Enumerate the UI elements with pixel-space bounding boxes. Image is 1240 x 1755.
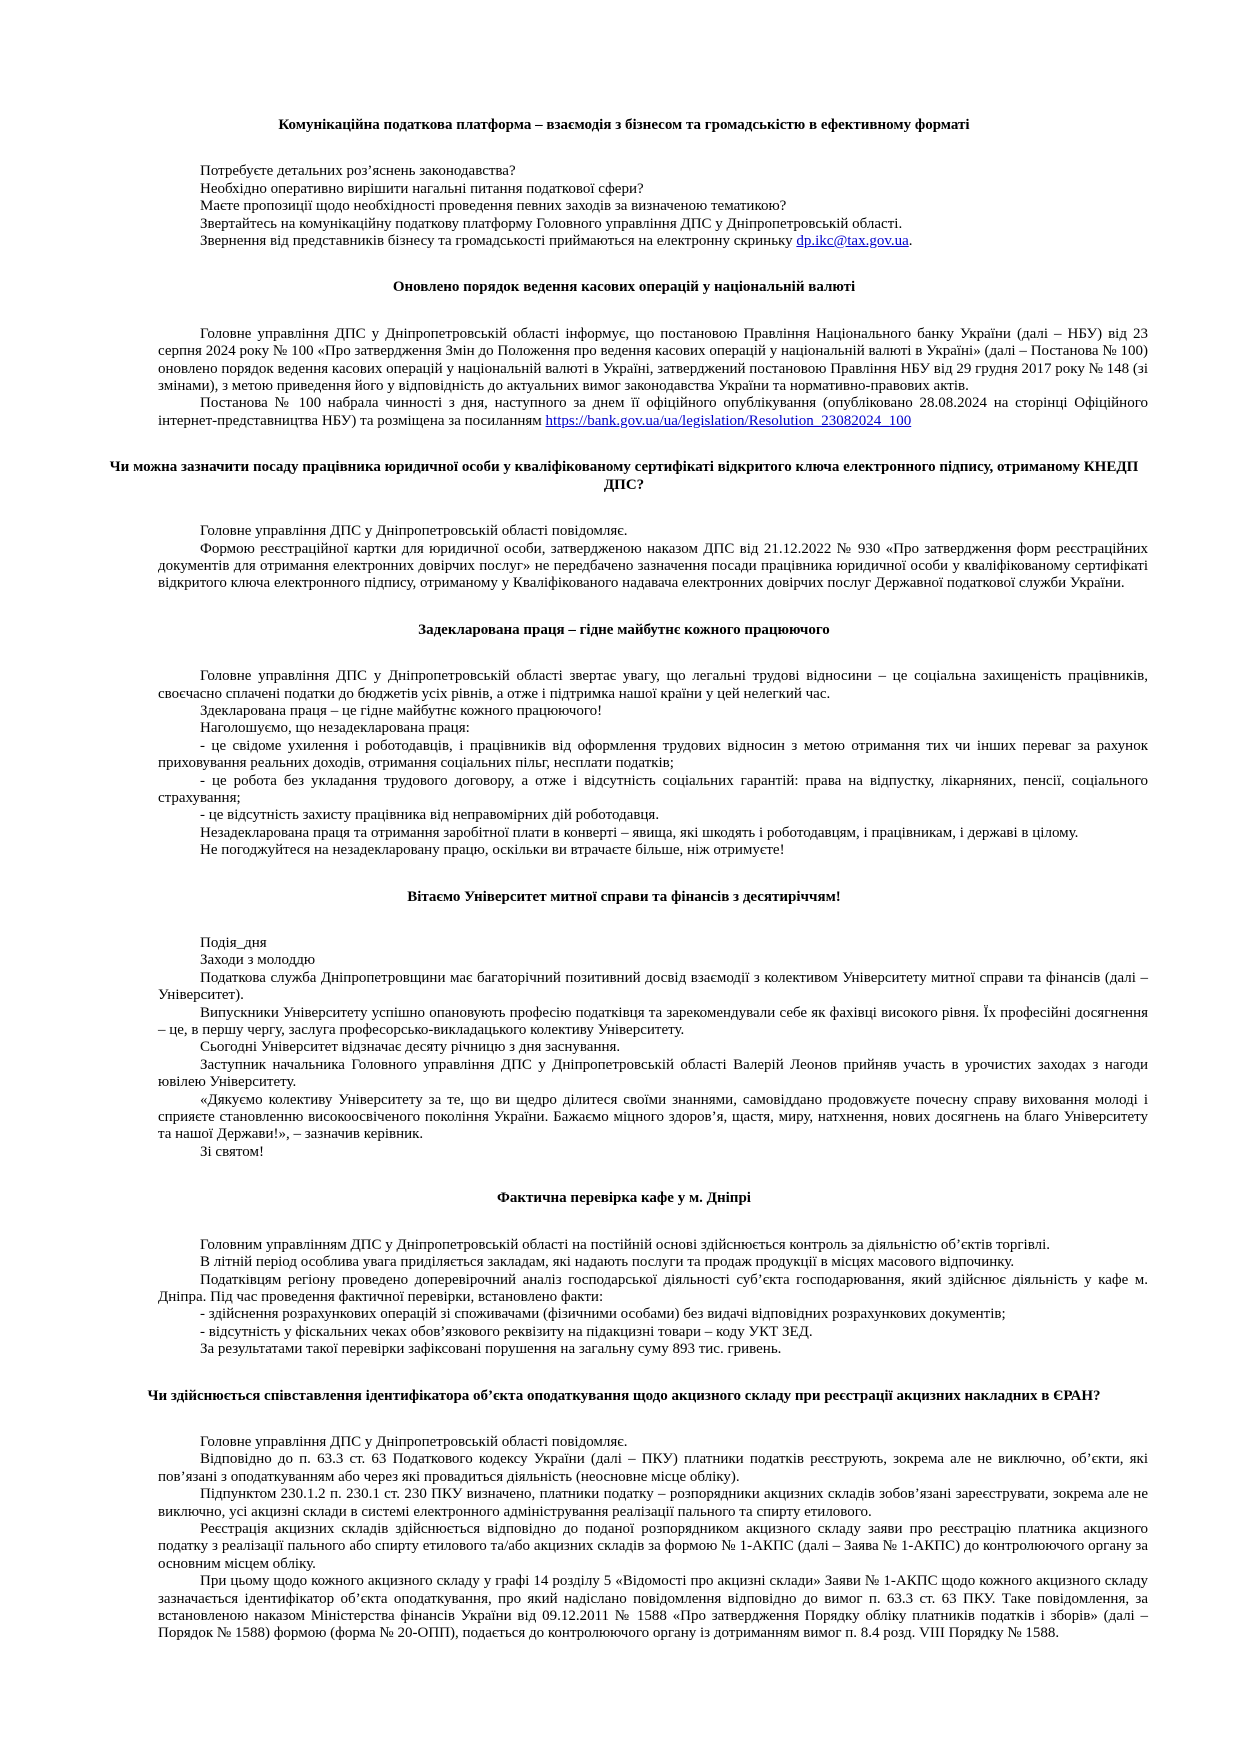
paragraph: Податкова служба Дніпропетровщини має багаторічний позитивний досвід взаємодії з колективом Університету митної справи та фінансів (далі – Університет).	[158, 969, 1148, 1004]
list-item-paragraph: - здійснення розрахункових операцій зі споживачами (фізичними особами) без видачі відповідних розрахункових документів;	[200, 1306, 1006, 1323]
heading-certificate-question: Чи можна зазначити посаду працівника юридичної особи у кваліфікованому сертифікаті відкритого ключа електронного підпису, отриманому КНЕДП ДПС?	[109, 459, 1139, 493]
paragraph: Підпунктом 230.1.2 п. 230.1 ст. 230 ПКУ визначено, платники податку – розпорядники акцизних складів зобов’язані зареєструвати, зокрема але не виключно, усі акцизні склади в системі електронного адміністрування реалізації пального та спирту етилового.	[158, 1486, 1148, 1520]
paragraph: Головне управління ДПС у Дніпропетровській області інформує, що постановою Правління Національного банку України (далі – НБУ) від 23 серпня 2024 року № 100 «Про затвердження Змін до Положення про ведення касових операцій у національній валюті в Україні» (далі – Постанова № 100) оновлено порядок ведення касових операцій у національній валюті в Україні, затверджений постановою Правління НБУ від 29 грудня 2017 року № 148 (зі змінами), з метою приведення його у відповідність до актуальних вимог законодавства України та нормативно-правових актів.	[158, 325, 1148, 395]
list-item-paragraph: - відсутність у фіскальних чеках обов’язкового реквізиту на підакцизні товари – коду УКТ ЗЕД.	[200, 1323, 813, 1340]
paragraph: Незадекларована праця та отримання заробітної плати в конверті – явища, які шкодять і роботодавцям, і працівникам, і державі в цілому.	[200, 824, 1079, 841]
heading-cafe-inspection: Фактична перевірка кафе у м. Дніпрі	[497, 1190, 751, 1207]
list-item-paragraph: - це свідоме ухилення і роботодавців, і працівників від оформлення трудових відносин з метою отримання тих чи інших переваг за рахунок приховування реальних доходів, отримання соціальних пільг, несплати податків;	[158, 737, 1148, 772]
nbu-resolution-link[interactable]: https://bank.gov.ua/ua/legislation/Resolution_23082024_100	[545, 412, 912, 429]
list-item-paragraph: - це відсутність захисту працівника від неправомірних дій роботодавця.	[200, 807, 660, 824]
heading-excise-question: Чи здійснюється співставлення ідентифікатора об’єкта оподаткування щодо акцизного складу при реєстрації акцизних накладних в ЄРАН?	[147, 1387, 1101, 1404]
paragraph-text: .	[908, 233, 913, 250]
heading-declared-labor: Задекларована праця – гідне майбутнє кожного працюючого	[418, 621, 830, 638]
paragraph: Заступник начальника Головного управління ДПС у Дніпропетровській області Валерій Леонов прийняв участь в урочистих заходах з нагоди ювілею Університету.	[158, 1056, 1148, 1091]
heading-university-anniversary: Вітаємо Університет митної справи та фінансів з десятиріччям!	[407, 888, 841, 905]
paragraph: За результатами такої перевірки зафіксовані порушення на загальну суму 893 тис. гривень.	[200, 1341, 782, 1358]
paragraph: Податківцям регіону проведено доперевірочний аналіз господарської діяльності суб’єкта господарювання, який здійснює діяльність у кафе м. Дніпра. Під час проведення фактичної перевірки, встановлено факти:	[158, 1271, 1148, 1305]
paragraph: В літній період особлива увага приділяється закладам, які надають послуги та продаж продукції в місцях масового відпочинку.	[200, 1254, 1015, 1271]
paragraph: Формою реєстраційної картки для юридичної особи, затвердженою наказом ДПС від 21.12.2022 № 930 «Про затвердження форм реєстраційних документів для отримання електронних довірчих послуг» не передбачено зазначення посади працівника юридичної особи у кваліфікованому сертифікаті відкритого ключа електронного підпису, отриманому у Кваліфікованого надавача електронних довірчих послуг Державної податкової служби України.	[158, 540, 1148, 592]
paragraph: Заходи з молоддю	[200, 952, 316, 969]
paragraph: Наголошуємо, що незадекларована праця:	[200, 720, 470, 737]
paragraph: Зі святом!	[200, 1143, 264, 1160]
paragraph-with-link	[158, 395, 1148, 430]
paragraph: Випускники Університету успішно опановують професію податківця та зарекомендували себе як фахівці високого рівня. Їх професійні досягнення – це, в першу чергу, заслуга професорсько-викладацького колективу Університету.	[158, 1004, 1148, 1039]
quote-paragraph: «Дякуємо колективу Університету за те, що ви щедро ділитеся своїми знаннями, самовіддано продовжуєте почесну справу виховання молоді і сприяєте становленню високоосвіченого покоління України. Бажаємо міцного здоров’я, щастя, миру, натхнення, нових досягнень на благо Університету та нашої Держави!», – зазначив керівник.	[158, 1091, 1148, 1143]
paragraph-text: Постанова № 100 набрала чинності з дня, наступного за днем її офіційного опублікування (опубліковано 28.08.2024 на сторінці Офіційного інтернет-представництва НБУ) та розміщена за посиланням	[158, 395, 1148, 429]
paragraph: Сьогодні Університет відзначає десяту річницю з дня заснування.	[200, 1039, 621, 1056]
paragraph: Головним управлінням ДПС у Дніпропетровській області на постійній основі здійснюється контроль за діяльністю об’єктів торгівлі.	[200, 1236, 1050, 1253]
email-link[interactable]: dp.ikc@tax.gov.ua	[796, 233, 909, 250]
paragraph: Здекларована праця – це гідне майбутнє кожного працюючого!	[200, 702, 603, 719]
paragraph: Потребуєте детальних роз’яснень законодавства?	[200, 163, 516, 180]
paragraph: Подія_дня	[200, 935, 267, 951]
paragraph: Реєстрація акцизних складів здійснюється відповідно до поданої розпорядником акцизного складу заяви про реєстрацію платника акцизного податку з реалізації пального або спирту етилового та/або акцизних складів за формою № 1-АКПС (далі – Заява № 1-АКПС) до контролюючого органу за основним місцем обліку.	[158, 1520, 1148, 1572]
paragraph-with-email	[158, 233, 1148, 250]
heading-communication-platform: Комунікаційна податкова платформа – взаємодія з бізнесом та громадськістю в ефективному форматі	[278, 117, 970, 133]
paragraph: Не погоджуйтеся на незадекларовану працю, оскільки ви втрачаєте більше, ніж отримуєте!	[200, 842, 785, 859]
paragraph: Головне управління ДПС у Дніпропетровській області повідомляє.	[200, 523, 628, 540]
list-item-paragraph: - це робота без укладання трудового договору, а отже і відсутність соціальних гарантій: права на відпустку, лікарняних, пенсії, соціального страхування;	[158, 772, 1148, 806]
heading-cash-operations: Оновлено порядок ведення касових операцій у національній валюті	[392, 279, 856, 296]
paragraph: Необхідно оперативно вирішити нагальні питання податкової сфери?	[200, 180, 644, 197]
paragraph: Головне управління ДПС у Дніпропетровській області повідомляє.	[200, 1433, 628, 1450]
paragraph: Звертайтесь на комунікаційну податкову платформу Головного управління ДПС у Дніпропетровській області.	[200, 215, 903, 232]
paragraph: Маєте пропозиції щодо необхідності проведення певних заходів за визначеною тематикою?	[200, 198, 787, 215]
paragraph-text: Звернення від представників бізнесу та громадськості приймаються на електронну скриньку	[200, 233, 797, 250]
paragraph: Головне управління ДПС у Дніпропетровській області звертає увагу, що легальні трудові відносини – це соціальна захищеність працівників, своєчасно сплачені податки до бюджетів усіх рівнів, а отже і підтримка нашої країни у цей нелегкий час.	[158, 668, 1148, 702]
paragraph: Відповідно до п. 63.3 ст. 63 Податкового кодексу України (далі – ПКУ) платники податків реєструють, зокрема але не виключно, об’єкти, які пов’язані з оподаткуванням або через які провадиться діяльність (неосновне місце обліку).	[158, 1451, 1148, 1485]
paragraph: При цьому щодо кожного акцизного складу у графі 14 розділу 5 «Відомості про акцизні склади» Заяви № 1-АКПС щодо кожного акцизного складу зазначається ідентифікатор об’єкта оподаткування, про який надіслано повідомлення відповідно до вимог п. 63.3 ст. 63 ПКУ. Таке повідомлення, за встановленою наказом Міністерства фінансів України від 09.12.2011 № 1588 «Про затвердження Порядку обліку платників податків і зборів» (далі – Порядок № 1588) формою (форма № 20-ОПП), подається до контролюючого органу із дотриманням вимог п. 8.4 розд. VIII Порядку № 1588.	[158, 1573, 1148, 1642]
